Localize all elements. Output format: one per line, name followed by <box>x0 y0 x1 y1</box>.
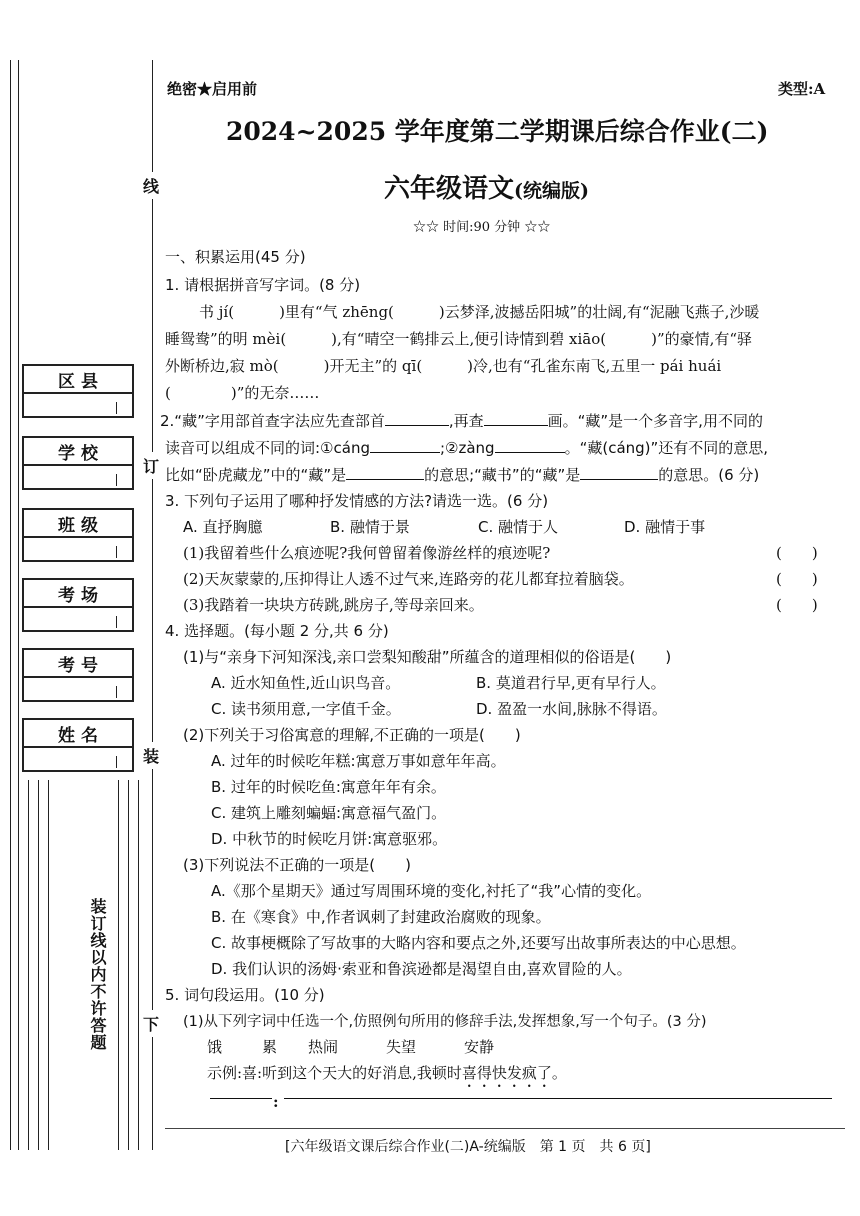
field-label: 区 县 <box>24 366 132 394</box>
option: A. 直抒胸臆 <box>183 518 263 536</box>
binding-margin <box>8 60 160 1150</box>
option: A. 过年的时候吃年糕:寓意万事如意年年高。 <box>211 752 506 770</box>
field-label: 姓 名 <box>24 720 132 748</box>
question-text: 2.“藏”字用部首查字法应先查部首 <box>160 412 385 430</box>
field-label: 考 号 <box>24 650 132 678</box>
field-label: 班 级 <box>24 510 132 538</box>
question-text: 比如“卧虎藏龙”中的“藏”是 <box>165 466 347 484</box>
word-option: 失望 <box>386 1038 417 1056</box>
subject-title <box>384 168 589 205</box>
section-title: 一、积累运用(45 分) <box>165 248 306 266</box>
option: D. 盈盈一水间,脉脉不得语。 <box>476 700 667 718</box>
option: B. 在《寒食》中,作者讽刺了封建政治腐败的现象。 <box>211 908 551 926</box>
question-item: (1)我留着些什么痕迹呢?我何曾留着像游丝样的痕迹呢? <box>183 544 551 562</box>
binding-line <box>118 780 119 1150</box>
question-stem: (1)从下列字词中任选一个,仿照例句所用的修辞手法,发挥想象,写一个句子。(3 分) <box>183 1014 707 1030</box>
example-text: 示例:喜:听到这个天大的好消息,我顿时 <box>207 1064 462 1082</box>
page-footer: [六年级语文课后综合作业(二)A-统编版 第 1 页 共 6 页] <box>285 1139 651 1155</box>
name-field[interactable] <box>22 718 134 772</box>
answer-paren[interactable]: ( ) <box>776 570 818 588</box>
question-text: 外断桥边,寂 mò( )开无主”的 qī( )冷,也有“孔雀东南飞,五里一 pái huái <box>165 357 722 375</box>
question-stem: (2)下列关于习俗寓意的理解,不正确的一项是( ) <box>183 726 521 744</box>
question-title: 1. 请根据拼音写字词。(8 分) <box>165 276 361 294</box>
binding-line <box>48 780 49 1150</box>
time-limit: ☆☆ 时间:90 分钟 ☆☆ <box>413 220 551 235</box>
district-field[interactable] <box>22 364 134 418</box>
school-field[interactable] <box>22 436 134 490</box>
binding-line <box>10 60 11 1150</box>
answer-blank[interactable] <box>385 425 449 426</box>
answer-sentence-blank[interactable] <box>284 1098 832 1099</box>
binding-line <box>18 60 19 1150</box>
question-text: ;②zàng <box>439 439 495 457</box>
question-text: 画。“藏”是一个多音字,用不同的 <box>547 412 763 430</box>
option: C. 读书须用意,一字值千金。 <box>211 700 401 718</box>
colon: : <box>273 1093 279 1111</box>
binding-note: 装订线以内不许答题 <box>88 898 107 1051</box>
example-text: 。 <box>551 1064 567 1082</box>
type-label: 类型:A <box>778 80 826 98</box>
question-title: 3. 下列句子运用了哪种抒发情感的方法?请选一选。(6 分) <box>165 492 549 510</box>
question-line <box>160 410 763 431</box>
field-label: 考 场 <box>24 580 132 608</box>
word-option: 安静 <box>464 1038 495 1056</box>
exam-number-field[interactable] <box>22 648 134 702</box>
question-text: 读音可以组成不同的词:①cáng <box>165 439 370 457</box>
word-option: 饿 <box>207 1038 223 1056</box>
option: B. 过年的时候吃鱼:寓意年年有余。 <box>211 778 446 796</box>
word-option: 累 <box>262 1038 278 1056</box>
secret-label: 绝密★启用前 <box>167 80 258 98</box>
answer-blank[interactable] <box>580 479 658 480</box>
option: A. 近水知鱼性,近山识鸟音。 <box>211 674 401 692</box>
field-label: 学 校 <box>24 438 132 466</box>
question-text: 的意思;“藏书”的“藏”是 <box>424 466 581 484</box>
answer-word-blank[interactable] <box>210 1098 272 1099</box>
question-item: (3)我踏着一块块方砖跳,跳房子,等母亲回来。 <box>183 596 484 614</box>
question-text: 睡鸳鸯”的明 mèi( ),有“晴空一鹤排云上,便引诗情到碧 xiāo( )”的豪情,有“驿 <box>165 330 753 348</box>
binding-char: 订 <box>143 452 159 479</box>
option: D. 我们认识的汤姆·索亚和鲁滨逊都是渴望自由,喜欢冒险的人。 <box>211 960 632 978</box>
option: A.《那个星期天》通过写周围环境的变化,衬托了“我”心情的变化。 <box>211 882 652 900</box>
question-item: (2)天灰蒙蒙的,压抑得让人透不过气来,连路旁的花儿都耷拉着脑袋。 <box>183 570 634 588</box>
question-text: ,再查 <box>448 412 484 430</box>
answer-blank[interactable] <box>370 452 440 453</box>
binding-line <box>138 780 139 1150</box>
binding-line <box>128 780 129 1150</box>
exam-room-field[interactable] <box>22 578 134 632</box>
option: C. 建筑上雕刻蝙蝠:寓意福气盈门。 <box>211 804 447 822</box>
answer-blank[interactable] <box>484 425 548 426</box>
question-text: 的意思。(6 分) <box>658 466 760 484</box>
word-option: 热闹 <box>308 1038 339 1056</box>
binding-line <box>38 780 39 1150</box>
binding-line <box>28 780 29 1150</box>
answer-blank[interactable] <box>495 452 565 453</box>
answer-blank[interactable] <box>346 479 424 480</box>
option: D. 中秋节的时候吃月饼:寓意驱邪。 <box>211 830 448 848</box>
page-title: 2024~2025 学年度第二学期课后综合作业(二) <box>226 117 769 146</box>
question-title: 5. 词句段运用。(10 分) <box>165 986 325 1004</box>
subject: 六年级语文 <box>384 174 515 204</box>
edition: (统编版) <box>514 180 589 202</box>
question-stem: (1)与“亲身下河知深浅,亲口尝梨知酸甜”所蕴含的道理相似的俗语是( ) <box>183 648 672 666</box>
option: B. 莫道君行早,更有早行人。 <box>476 674 666 692</box>
question-text: ( )”的无奈…… <box>165 384 320 402</box>
class-field[interactable] <box>22 508 134 562</box>
option: D. 融情于事 <box>624 518 706 536</box>
question-line <box>165 464 759 485</box>
example-emphasis: 喜得快发疯了 <box>461 1064 552 1082</box>
binding-char: 装 <box>143 742 159 769</box>
binding-char: 下 <box>143 1010 159 1037</box>
question-text: 。“藏(cáng)”还有不同的意思, <box>564 439 769 457</box>
question-stem: (3)下列说法不正确的一项是( ) <box>183 856 411 874</box>
option: B. 融情于景 <box>330 518 410 536</box>
question-title: 4. 选择题。(每小题 2 分,共 6 分) <box>165 622 389 640</box>
option: C. 融情于人 <box>478 518 559 536</box>
example-sentence <box>207 1062 567 1091</box>
footer-divider <box>165 1128 845 1129</box>
question-line <box>165 437 768 458</box>
answer-paren[interactable]: ( ) <box>776 596 818 614</box>
question-text: 书 jí( )里有“气 zhēng( )云梦泽,波撼岳阳城”的壮阔,有“泥融飞燕子,沙暖 <box>199 303 760 321</box>
answer-paren[interactable]: ( ) <box>776 544 818 562</box>
binding-char: 线 <box>143 172 159 199</box>
option: C. 故事梗概除了写故事的大略内容和要点之外,还要写出故事所表达的中心思想。 <box>211 934 746 952</box>
binding-cut-line <box>152 60 153 1150</box>
